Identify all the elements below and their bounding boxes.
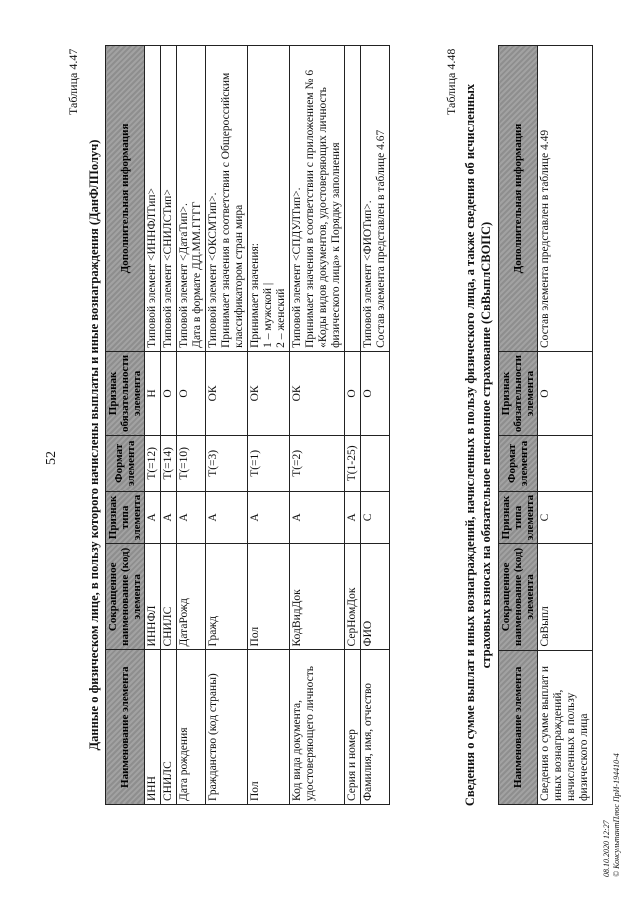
table-cell: ИННФЛ [145, 544, 161, 650]
table-cell: Дата рождения [177, 650, 206, 805]
table-cell: Гражд [206, 544, 248, 650]
table-cell: О [345, 351, 361, 435]
table-cell: А [290, 491, 345, 543]
table-cell: T(=1) [248, 435, 290, 491]
table-cell: С [361, 491, 390, 543]
footer [602, 753, 622, 877]
table-cell [345, 46, 361, 352]
table1 [105, 45, 390, 805]
table-cell: А [177, 491, 206, 543]
table-cell: Код вида документа, удостоверяющего личность [290, 650, 345, 805]
table-cell: ОК [248, 351, 290, 435]
table-cell: T(1-25) [345, 435, 361, 491]
table-cell: Пол [248, 544, 290, 650]
table-cell: Гражданство (код страны) [206, 650, 248, 805]
table-row [290, 46, 345, 805]
table2-label: Таблица 4.48 [444, 48, 458, 115]
table-cell: О [361, 351, 390, 435]
footer-copyright: © КонсультантПлюс ПрИ-194410-4 [612, 753, 621, 877]
table-cell: СерНомДок [345, 544, 361, 650]
table-cell: С [538, 491, 593, 543]
table-cell: Типовой элемент <ОКСМТип>. Принимает значения в соответствии с Общероссийским классификатором стран мира [206, 46, 248, 352]
table-cell: О [538, 352, 593, 436]
table1-header: Признак типа элемента [106, 491, 145, 543]
table1-header: Дополнительная информация [106, 46, 145, 352]
table-cell: ФИО [361, 544, 390, 650]
table-cell: T(=14) [161, 435, 177, 491]
table-cell: Серия и номер [345, 650, 361, 805]
table-cell: Н [145, 351, 161, 435]
table2-title: Сведения о сумме выплат и иных вознаграждений, начисленных в пользу физического лица, а также сведения об исчисленных страховых взносах на обязательное пенсионное страхование (СвВыплСВОПС) [463, 83, 493, 807]
table-cell: СНИЛС [161, 650, 177, 805]
table-cell [361, 435, 390, 491]
table-cell: СвВыпл [538, 544, 593, 650]
table-row [161, 46, 177, 805]
table1-header: Сокращенное наименование (код) элемента [106, 544, 145, 650]
table2 [498, 45, 593, 805]
table-cell: Пол [248, 650, 290, 805]
table-cell: А [206, 491, 248, 543]
table-cell: Типовой элемент <ИННФЛТип> [145, 46, 161, 352]
table-row [248, 46, 290, 805]
table-cell: T(=2) [290, 435, 345, 491]
table2-header: Наименование элемента [499, 650, 538, 804]
table-cell: Типовой элемент <ДатаТип>. Дата в формате ДД.ММ.ГГГГ [177, 46, 206, 352]
table1-header-row [106, 46, 145, 805]
table2-header: Признак обязательности элемента [499, 352, 538, 436]
table-cell: О [177, 351, 206, 435]
table2-header-row [499, 46, 538, 805]
page-number: 52 [44, 451, 59, 465]
table1-header: Признак обязательности элемента [106, 351, 145, 435]
table-cell: Состав элемента представлен в таблице 4.49 [538, 46, 593, 352]
table-cell: ДатаРожд [177, 544, 206, 650]
table1-header: Наименование элемента [106, 650, 145, 805]
table-cell: ИНН [145, 650, 161, 805]
table-row [177, 46, 206, 805]
table-cell: ОК [290, 351, 345, 435]
table-cell: А [145, 491, 161, 543]
table1-label: Таблица 4.47 [66, 48, 80, 115]
table-cell: А [161, 491, 177, 543]
table2-header: Дополнительная информация [499, 46, 538, 352]
table-cell: СНИЛС [161, 544, 177, 650]
table-cell: Фамилия, имя, отчество [361, 650, 390, 805]
table1-title: Данные о физическом лице, в пользу которого начислены выплаты и иные вознаграждения (ДанФЛПолуч) [87, 139, 101, 751]
table-cell: T(=12) [145, 435, 161, 491]
table-cell: Типовой элемент <ФИОТип>. Состав элемента представлен в таблице 4.67 [361, 46, 390, 352]
table-cell: Сведения о сумме выплат и иных вознаграждений, начисленных в пользу физического лица [538, 650, 593, 804]
table-cell: А [345, 491, 361, 543]
table-cell: Типовой элемент <СНИЛСТип> [161, 46, 177, 352]
table-row [145, 46, 161, 805]
table-cell: T(=10) [177, 435, 206, 491]
table-cell: ОК [206, 351, 248, 435]
table-cell [538, 436, 593, 492]
footer-timestamp: 08.10.2020 12:27 [602, 820, 611, 877]
table-cell: КодВидДок [290, 544, 345, 650]
table2-header: Сокращенное наименование (код) элемента [499, 544, 538, 650]
table-row [538, 46, 593, 805]
table-row [361, 46, 390, 805]
table2-header: Признак типа элемента [499, 491, 538, 543]
table-cell: Принимает значения: 1 – мужской | 2 – женский [248, 46, 290, 352]
table-cell: Типовой элемент <СПДУЛТип>. Принимает значения в соответствии с приложением № 6 «Коды видов документов, удостоверяющих личность физического лица» к Порядку заполнения [290, 46, 345, 352]
table-cell: О [161, 351, 177, 435]
table-row [345, 46, 361, 805]
table-row [206, 46, 248, 805]
table-cell: А [248, 491, 290, 543]
table1-header: Формат элемента [106, 435, 145, 491]
table2-header: Формат элемента [499, 436, 538, 492]
table-cell: T(=3) [206, 435, 248, 491]
